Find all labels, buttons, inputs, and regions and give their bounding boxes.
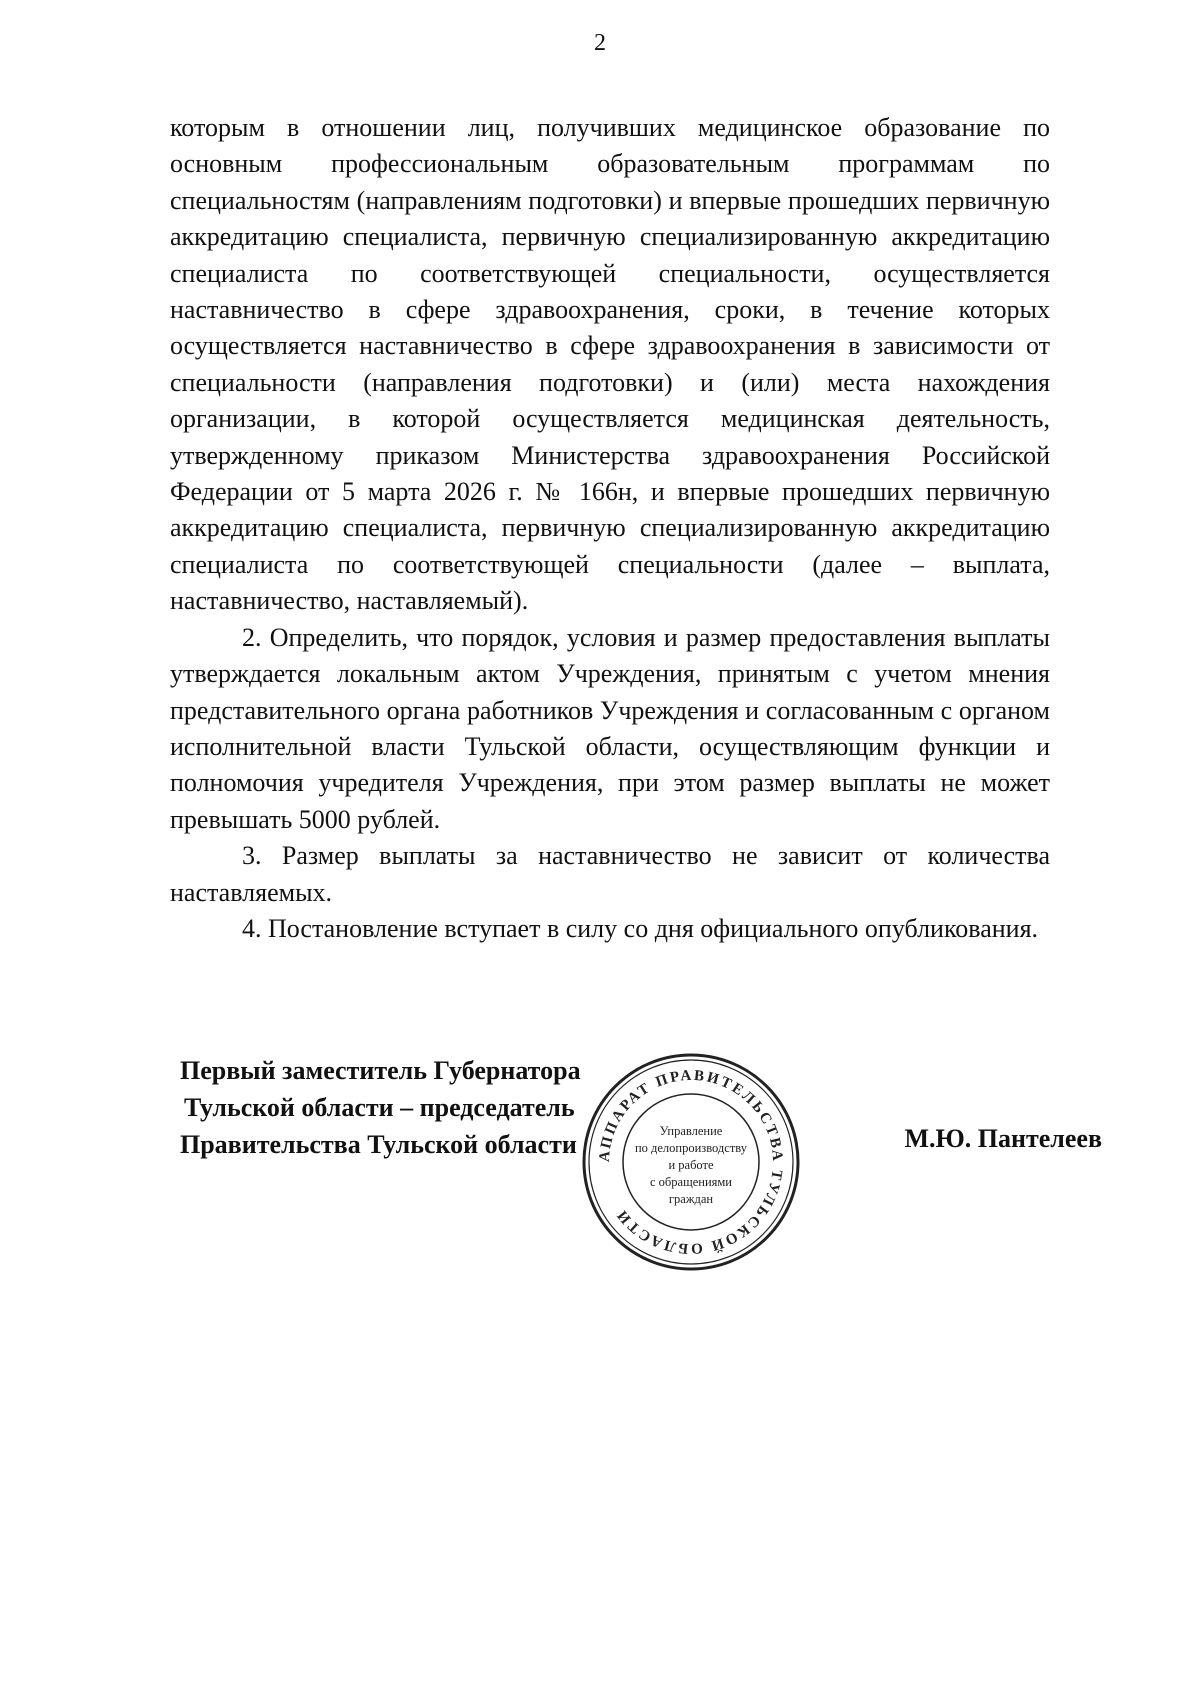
seal-center-line-4: с обращениями [650, 1175, 732, 1189]
seal-center-line-1: Управление [659, 1124, 723, 1138]
paragraph-item-4: 4. Постановление вступает в силу со дня официального опубликования. [242, 913, 1039, 943]
seal-center-line-3: и работе [668, 1158, 714, 1172]
signer-title-line-2: Тульской области – председатель [184, 1093, 575, 1122]
paragraph-item-3: 3. Размер выплаты за наставничество не зависит от количества наставляемых. [170, 841, 1050, 907]
signer-title-line-1: Первый заместитель Губернатора [180, 1056, 581, 1085]
page-number: 2 [594, 30, 606, 56]
signer-name: М.Ю. Пантелеев [904, 1124, 1102, 1153]
seal-ring-text: АППАРАТ ПРАВИТЕЛЬСТВА ТУЛЬСКОЙ ОБЛАСТИ [596, 1067, 786, 1257]
signature-block [180, 1052, 581, 1163]
seal-center-line-2: по делопроизводству [634, 1141, 748, 1155]
official-seal [580, 1051, 802, 1273]
seal-center-line-5: граждан [668, 1192, 714, 1206]
paragraph-item-2: 2. Определить, что порядок, условия и размер предоставления выплаты утверждается локальным актом Учреждения, принятым с учетом мнения представительного органа работников Учреждения и согласованным с органом исполнительной власти Тульской области, осуществляющим функции и полномочия учредителя Учреждения, при этом размер выплаты не может превышать 5000 рублей. [170, 622, 1050, 834]
paragraph-continuation: которым в отношении лиц, получивших медицинское образование по основным профессиональным образовательным программам по специальностям (направлениям подготовки) и впервые прошедших первичную аккредитацию специалиста, первичную специализированную аккредитацию специалиста по соответствующей специальности, осуществляется наставничество в сфере здравоохранения, сроки, в течение которых осуществляется наставничество в сфере здравоохранения в зависимости от специальности (направления подготовки) и (или) места нахождения организации, в которой осуществляется медицинская деятельность, утвержденному приказом Министерства здравоохранения Российской Федерации от 5 марта 2026 г. № 166н, и впервые прошедших первичную аккредитацию специалиста, первичную специализированную аккредитацию специалиста по соответствующей специальности (далее – выплата, наставничество, наставляемый). [170, 113, 1050, 616]
signer-title-line-3: Правительства Тульской области [180, 1130, 577, 1159]
document-body [170, 110, 1050, 947]
